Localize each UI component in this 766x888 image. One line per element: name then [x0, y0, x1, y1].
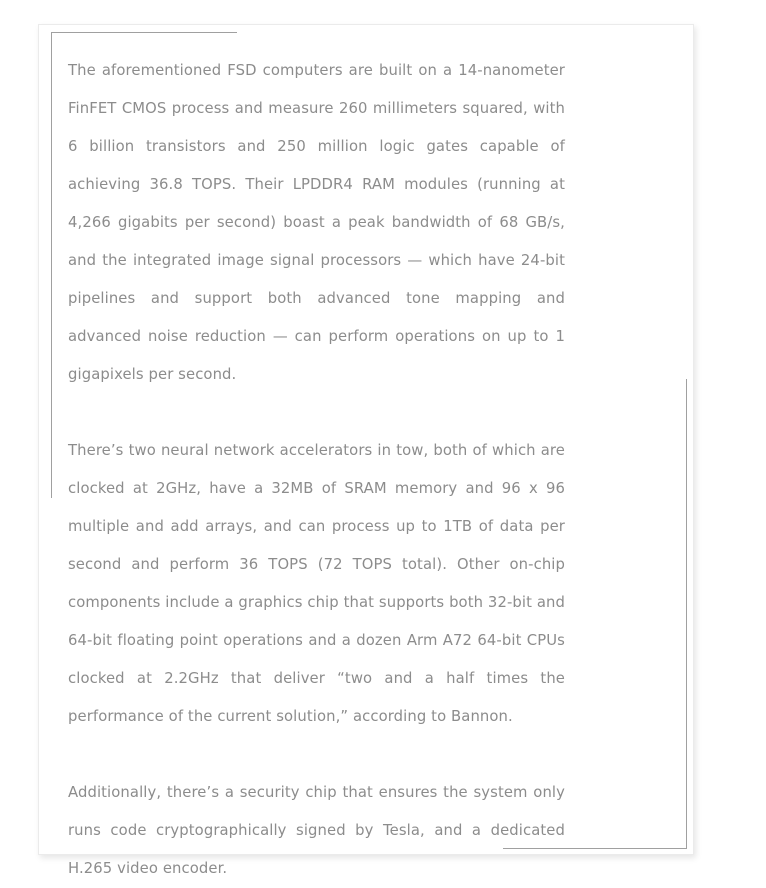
article-body: [68, 52, 565, 888]
paragraph-2: There’s two neural network accelerators in tow, both of which are clocked at 2GHz, have a 32MB of SRAM memory and 96 x 96 multiple and add arrays, and can process up to 1TB of data per second and perform 36 TOPS (72 TOPS total). Other on-chip components include a graphics chip that supports both 32-bit and 64-bit floating point operations and a dozen Arm A72 64-bit CPUs clocked at 2.2GHz that deliver “two and a half times the performance of the current solution,” according to Bannon.: [68, 442, 565, 725]
paragraph-3: Additionally, there’s a security chip that ensures the system only runs code cryptographically signed by Tesla, and a dedicated H.265 video encoder.: [68, 784, 565, 877]
document-page-sheet: [38, 24, 694, 877]
page-frame-rule-right: [686, 379, 687, 849]
paragraph-1: The aforementioned FSD computers are built on a 14-nanometer FinFET CMOS process and measure 260 millimeters squared, with 6 billion transistors and 250 million logic gates capable of achieving 36.8 TOPS. Their LPDDR4 RAM modules (running at 4,266 gigabits per second) boast a peak bandwidth of 68 GB/s, and the integrated image signal processors — which have 24-bit pipelines and support both advanced tone mapping and advanced noise reduction — can perform operations on up to 1 gigapixels per second.: [68, 62, 565, 383]
page-frame-rule-top-left: [51, 32, 237, 33]
page-frame-rule-left: [51, 32, 52, 498]
